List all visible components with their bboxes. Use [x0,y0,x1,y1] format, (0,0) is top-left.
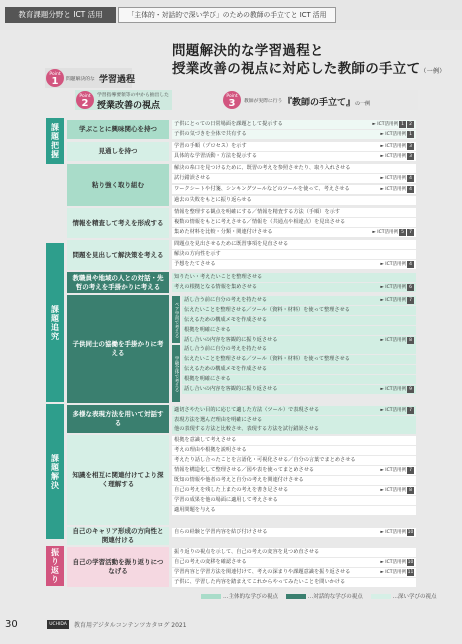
point2-badge: Point 2 [76,91,94,109]
ict-example-label: ► ICT活用例 [372,230,398,235]
ict-example-label: ► ICT活用例 [380,570,406,575]
procedure-item [172,578,416,587]
procedure-text: 予想をたてさせる [174,261,216,267]
page-number: 30 [5,619,18,630]
procedure-item [172,273,416,282]
ict-example-label: ► ICT活用例 [380,468,406,473]
point2-small: 学習指導要領等の中から抽出した [97,93,169,98]
procedure-text: 伝えたいことを整理させる／ツール（資料・材料）を使って整理させる [184,356,350,362]
point1-small: 問題解決的な [66,77,95,82]
theme-interest: 学ぶことに興味関心を持つ [67,120,169,139]
procedure-text: 情報を整理する観点を明確にする／情報を精査する方法（手順）を示す [174,209,341,215]
point2-label: 授業改善の視点 [97,101,161,111]
ict-example-badge[interactable] [380,467,414,474]
procedure-item [172,218,416,227]
ict-example-number: 3 [407,153,414,160]
theme-information: 情報を精査して考えを形成する [67,208,169,238]
top-bar [0,0,462,30]
procedure-text: 他の表現する方法と比較させ、表現する方法を試行錯誤させる [174,426,320,432]
procedure-text: 自らの経験と学習内容を結び付けさせる [174,529,268,535]
point1-badge: Point 1 [46,69,64,87]
ict-example-number: 8 [407,337,414,344]
procedure-text: 学習の成果を他の場面に適用して考えさせる [174,497,278,503]
subgroup-pair: ペア学習で考える [172,296,180,343]
procedure-item [172,568,416,577]
ict-example-number: 10 [407,560,414,565]
ict-example-badge[interactable] [380,407,414,414]
procedure-text: 振り返りの視点を示して、自己の考えの変容を見つめ直させる [174,549,320,555]
catalog-name: 教育用デジタルコンテンツカタログ 2021 [74,622,187,629]
procedure-text: 過去の失敗をもとに振り返らせる [174,197,252,203]
ict-example-label: ► ICT活用例 [380,132,406,137]
theme-persevere: 粘り強く取り組む [67,164,169,206]
procedure-text: 試行錯誤させる [174,175,211,181]
ict-example-number: 6 [407,284,414,291]
ict-example-badge[interactable] [380,559,414,566]
ict-example-number: 1 [407,131,414,138]
procedure-text: 複数の情報をもとに考えさせる／情報を（共通点や相違点）を見出させる [174,219,346,225]
theme-career: 自己のキャリア形成の方向性と関連付ける [67,527,169,545]
ict-example-badge[interactable] [380,153,414,160]
ict-example-number: 1 [399,121,406,128]
procedure-item [182,355,416,364]
procedure-item [172,130,416,139]
procedure-item [182,326,416,335]
procedure-item [172,174,416,183]
page-title [172,42,446,81]
ict-example-label: ► ICT活用例 [380,560,406,565]
procedure-text: 伝えるための構成メモを作成させる [184,317,268,323]
procedure-text: 子供にとっての日常場面を課題として提示する [174,121,283,127]
ict-example-badge[interactable] [380,297,414,304]
procedure-item [172,548,416,557]
ict-example-badge[interactable] [380,175,414,182]
procedure-text: 適用問題を与える [174,507,216,513]
ict-example-number: 9 [407,386,414,393]
procedure-item [172,436,416,445]
theme-dialogue-adults: 教職員や地域の人との対話・先哲の考えを手掛かりに考える [67,272,169,293]
procedure-text: 表現方法を選んだ理由を明確にさせる [174,417,263,423]
point1-label: 学習過程 [99,75,136,85]
procedure-item [172,456,416,465]
procedure-text: 話し合う前に自分の考えを持たせる [184,346,268,352]
phase-kadai-tsuikyu: 課題追究 [46,243,64,402]
ict-example-label: ► ICT活用例 [380,262,406,267]
procedure-item [172,528,416,537]
procedure-item [172,250,416,259]
procedure-item [172,120,416,129]
legend-swatch [201,594,221,599]
ict-example-number: 7 [407,297,414,304]
procedure-item [182,375,416,384]
procedure-item [172,486,416,495]
ict-example-number: 7 [407,229,414,236]
procedure-item [172,152,416,161]
procedure-item [172,416,416,425]
procedure-text: 根拠を明確にさせる [184,376,231,382]
title-line2: 授業改善の視点に対応した教師の手立て [172,61,421,77]
ict-example-badge[interactable] [380,487,414,494]
point3-badge: Point 3 [223,91,241,109]
ict-example-badge[interactable] [380,529,414,536]
procedure-text: 話し合う前に自分の考えを持たせる [184,297,268,303]
ict-example-badge[interactable] [372,229,414,236]
title-suffix: （一例） [420,68,446,75]
theme-problem: 問題を見出して解決策を考える [67,240,169,270]
ict-example-number: 8 [407,487,414,494]
procedure-text: 適切さやたい目的に応じて適した方法（ツール）で表現させる [174,407,320,413]
procedure-text: 話し合いの内容を客観的に振り返させる [184,337,278,343]
procedure-item [182,385,416,394]
section-tab[interactable]: 「主体的・対話的で深い学び」のための教師の手立てと ICT 活用 [118,7,336,23]
ict-example-label: ► ICT活用例 [380,285,406,290]
ict-example-label: ► ICT活用例 [380,387,406,392]
ict-example-label: ► ICT活用例 [380,298,406,303]
ict-example-label: ► ICT活用例 [380,408,406,413]
ict-example-badge[interactable] [380,569,414,576]
procedure-item [182,345,416,354]
procedure-text: 子供の気づきを全体で共有する [174,131,247,137]
procedure-item [182,336,416,345]
procedure-text: 自己の考えを残した上またの考えを書き足させる [174,487,289,493]
procedure-text: 根拠を明確にさせる [184,327,231,333]
ict-example-number: 11 [407,570,414,575]
theme-reflection: 自己の学習活動を振り返りにつなげる [67,547,169,587]
procedure-item [172,496,416,505]
legend: …主体的な学びの視点 …対話的な学びの視点 …深い学びの視点 [195,592,437,600]
procedure-item [182,296,416,305]
procedure-item [172,260,416,269]
ict-example-number: 7 [407,467,414,474]
procedure-item [172,506,416,515]
ict-example-number: 10 [407,530,414,535]
theme-expression: 多様な表現方法を用いて対話する [67,405,169,433]
ict-example-badge[interactable] [380,386,414,393]
ict-example-label: ► ICT活用例 [380,530,406,535]
phase-furikaeri: 振り返り [46,546,64,586]
theme-peer-cooperation: 子供同士の協働を手掛かりに考える [67,295,169,403]
procedure-item [182,306,416,315]
procedure-text: 具体的な学習活動・方法を提示する [174,153,258,159]
ict-example-badge[interactable] [380,186,414,193]
procedure-text: 伝えるための構成メモを作成させる [184,366,268,372]
legend-swatch [286,594,306,599]
procedure-text: 知りたい・考えたいことを整理させる [174,274,263,280]
procedure-item [172,466,416,475]
procedure-item [172,196,416,205]
procedure-item [172,446,416,455]
point3-small: 教師が実際に行う [244,99,283,104]
category-tab[interactable]: 教育課題分野と ICT 活用 [5,7,116,23]
ict-example-number: 4 [407,175,414,182]
procedure-item [172,283,416,292]
procedure-item [172,425,416,434]
procedure-item [172,142,416,151]
title-line1: 問題解決的な学習過程と [172,43,324,59]
ict-example-label: ► ICT活用例 [380,154,406,159]
procedure-text: 子供に、学習した内容を踏まえてこれからやってみたいことを問いかける [174,579,346,585]
ict-example-badge[interactable] [380,143,414,150]
ict-example-label: ► ICT活用例 [372,122,398,127]
ict-example-number: 5 [399,229,406,236]
point3-label: 『教師の手立て』の一例 [283,98,371,108]
procedure-text: ワークシートや付箋、シンキングツールなどのツールを使って、考えさせる [174,186,350,192]
ict-example-label: ► ICT活用例 [380,187,406,192]
procedure-text: 学習の手順（プロセス）を示す [174,143,247,149]
ict-example-badge[interactable] [372,121,414,128]
procedure-text: 話し合いの内容を客観的に振り返させる [184,386,278,392]
ict-example-number: 3 [407,143,414,150]
ict-example-badge[interactable] [380,337,414,344]
procedure-text: 既知の情報や他者の考えと自分の考えを関連付けさせる [174,477,304,483]
ict-example-number: 2 [407,121,414,128]
procedure-text: 考えの根拠となる情報を集めさせる [174,284,258,290]
ict-example-badge[interactable] [380,284,414,291]
procedure-item [172,228,416,237]
subgroup-class: 学級全体で考える [172,345,180,402]
ict-example-badge[interactable] [380,131,414,138]
ict-example-label: ► ICT活用例 [380,176,406,181]
ict-example-number: 4 [407,186,414,193]
procedure-item [172,185,416,194]
ict-example-number: 4 [407,261,414,268]
procedure-text: 自己の考えの変移を確認させる [174,559,247,565]
legend-swatch [371,594,391,599]
procedure-text: 情報を構造化して整理させる／図や表を使ってまとめさせる [174,467,315,473]
ict-example-label: ► ICT活用例 [380,488,406,493]
procedure-item [172,476,416,485]
ict-example-label: ► ICT活用例 [380,144,406,149]
procedure-item [172,240,416,249]
ict-example-number: 7 [407,407,414,414]
procedure-text: 伝えたいことを整理させる／ツール（資料・材料）を使って整理させる [184,307,350,313]
theme-knowledge: 知識を相互に関連付けてより深く理解する [67,435,169,525]
procedure-text: 問題点を見出させるために既習事項を見直させる [174,241,289,247]
procedure-item [172,208,416,217]
procedure-item [182,316,416,325]
phase-kadai-haaku: 課題把握 [46,118,64,164]
procedure-text: 解決の方向性を示す [174,251,221,257]
procedure-text: 学習内容と学習方法を関連付けて、考えの深まりや課題意識を振り返させる [174,569,351,575]
procedure-text: 考えの理由や根拠を説明させる [174,447,247,453]
procedure-item [172,406,416,415]
procedure-text: 根拠を意識して考えさせる [174,437,237,443]
procedure-item [172,164,416,173]
theme-outlook: 見通しを持つ [67,142,169,161]
procedure-item [172,558,416,567]
ict-example-badge[interactable] [380,261,414,268]
ict-example-label: ► ICT活用例 [380,338,406,343]
phase-kadai-kaiketsu: 課題解決 [46,404,64,539]
procedure-text: 集めた材料を比較・分類・関連付けさせる [174,229,273,235]
procedure-text: 考えたり話し合ったことを言語化・可視化させる／自分の言葉でまとめさせる [174,457,356,463]
brand-logo: UCHIDA [47,620,69,629]
procedure-text: 解決の糸口を見つけるために、既習の考えを参照させたり、取り入れさせる [174,165,351,171]
procedure-item [182,365,416,374]
